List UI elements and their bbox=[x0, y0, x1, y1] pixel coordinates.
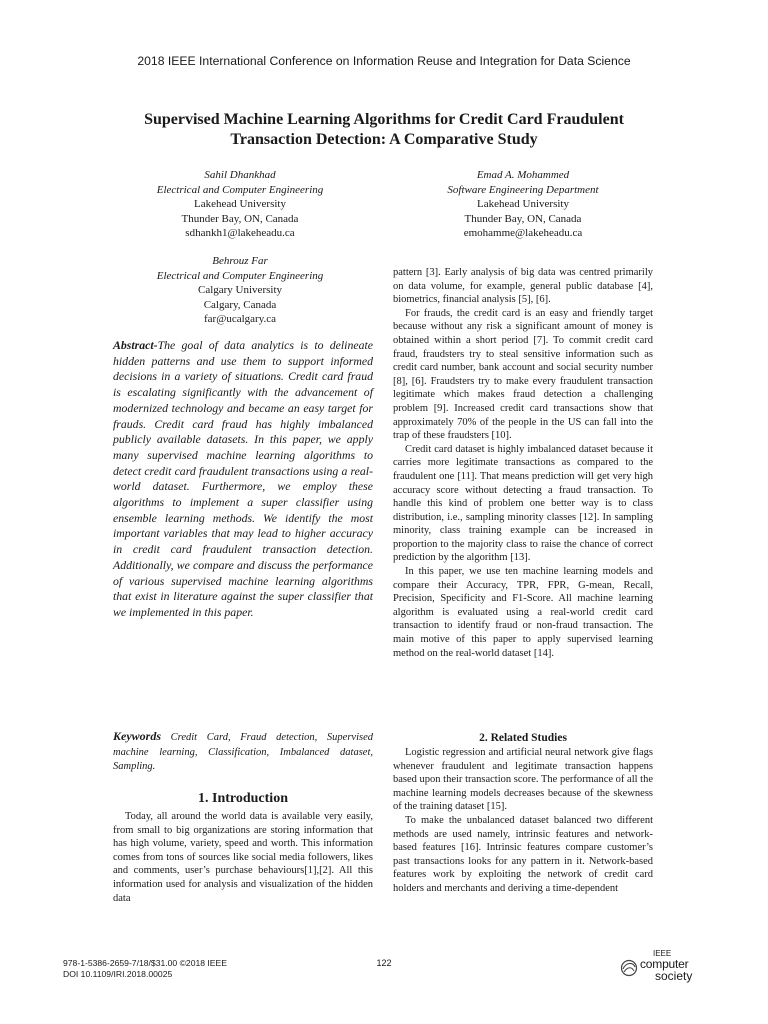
paragraph: Logistic regression and artificial neural network give flags whenever fraudulent and legitimate transaction happens based upon their transaction score. The performance of all the machine learning models decreases because of the skewness of the training dataset [15]. bbox=[393, 747, 653, 813]
footer-isbn: 978-1-5386-2659-7/18/$31.00 ©2018 IEEE bbox=[63, 958, 228, 968]
paragraph: To make the unbalanced dataset balanced two different methods are used namely, intrinsic features and network-based features [16]. Intrinsic features compare customer’s past transactions looks for any pattern in it. Network-based features work by exploiting the network of credit card holders and merchants and deriving a time-dependent bbox=[393, 814, 653, 894]
author-email: far@ucalgary.ca bbox=[203, 313, 276, 325]
paragraph: pattern [3]. Early analysis of big data was centred primarily on data volume, for example, general public database [4], biometrics, financial analysis [5], [6]. bbox=[393, 267, 653, 306]
introduction-body bbox=[113, 810, 373, 905]
author-university: Lakehead University bbox=[477, 198, 569, 210]
author-block-3 bbox=[110, 254, 370, 327]
keywords-label: Keywords bbox=[113, 729, 161, 743]
right-column-body bbox=[393, 266, 653, 660]
abstract bbox=[113, 338, 373, 621]
paragraph: Credit card dataset is highly imbalanced dataset because it carries more legitimate transactions as compared to the fraudulent one [11]. That means prediction will get very high accuracy score without detecting a fraud transaction. To handle this kind of problem one better way is to class distribution, i.e., sampling minority classes [12]. In sampling minority, class training example can be increased in proportion to the majority class to raise the chance of correct prediction by the algorithm [13]. bbox=[393, 443, 653, 564]
author-department: Electrical and Computer Engineering bbox=[156, 183, 324, 196]
author-name: Emad A. Mohammed bbox=[476, 169, 570, 181]
logo-computer-text: computer bbox=[640, 957, 689, 971]
related-studies-body bbox=[393, 746, 653, 896]
abstract-text: The goal of data analytics is to delineate hidden patterns and use them to support informed decisions in a variety of situations. Credit card fraud is escalating significantly with the advancement of modernized technology and became an easy target for frauds. Credit card fraud has highly imbalanced publicly available datasets. In this paper, we apply many supervised machine learning algorithms to detect credit card fraudulent transactions using a real-world dataset. Furthermore, we employ these algorithms to implement a super classifier using ensemble learning methods. We identify the most important variables that may lead to higher accuracy in credit card fraudulent transaction detection. Additionally, we compare and discuss the performance of various supervised machine learning algorithms that exist in literature against the super classifier that we implemented in this paper. bbox=[113, 338, 373, 619]
conference-header: 2018 IEEE International Conference on Information Reuse and Integration for Data Science bbox=[137, 54, 631, 68]
author-department: Electrical and Computer Engineering bbox=[156, 269, 324, 282]
paragraph: Today, all around the world data is available very easily, from small to big organizations are storing information that has high volume, variety, speed and worth. This information comes from tons of sources like social media followers, likes and comments, user’s purchase behaviours[1],[2]. All this information used for analysis and visualization of the hidden data bbox=[113, 811, 373, 904]
author-university: Lakehead University bbox=[194, 198, 286, 210]
title-line-2: Transaction Detection: A Comparative Study bbox=[230, 131, 538, 148]
paragraph: For frauds, the credit card is an easy and friendly target because without any risk a significant amount of money is obtained within a short period [7]. To commit credit card fraud, fraudsters try to steal sensitive information such as credit card number, bank account and social security number [8], [6]. Fraudsters try to make every fraudulent transaction legitimate which makes fraud detection a challenging problem [9]. Increased credit card transactions show that approximately 70% of the people in the US can fall into the trap of these fraudsters [10]. bbox=[393, 307, 653, 442]
author-name: Sahil Dhankhad bbox=[204, 169, 276, 181]
author-location: Thunder Bay, ON, Canada bbox=[464, 212, 582, 225]
section-heading-related-studies: 2. Related Studies bbox=[479, 732, 567, 744]
paper-title bbox=[60, 110, 708, 150]
logo-ieee-text: IEEE bbox=[653, 949, 672, 958]
author-block-2 bbox=[393, 168, 653, 241]
author-location: Thunder Bay, ON, Canada bbox=[181, 212, 299, 225]
title-line-1: Supervised Machine Learning Algorithms for Credit Card Fraudulent bbox=[144, 111, 624, 128]
keywords bbox=[113, 729, 373, 775]
ieee-computer-society-logo bbox=[620, 949, 710, 987]
author-department: Software Engineering Department bbox=[447, 183, 599, 196]
paragraph: In this paper, we use ten machine learning models and compare their Accuracy, TPR, FPR, G-mean, Recall, Precision, Specificity and F1-Score. All machine learning algorithm is evaluated using a real-world credit card transaction to identify fraud or non-fraud transaction. The main motive of this paper to apply supervised learning method on the real-world dataset [14]. bbox=[393, 566, 653, 659]
author-email: emohamme@lakeheadu.ca bbox=[463, 227, 583, 239]
logo-society-text: society bbox=[655, 969, 693, 983]
footer-doi: DOI 10.1109/IRI.2018.00025 bbox=[63, 969, 173, 979]
author-name: Behrouz Far bbox=[212, 255, 268, 267]
author-location: Calgary, Canada bbox=[203, 298, 277, 311]
section-heading-introduction: 1. Introduction bbox=[198, 791, 288, 806]
author-block-1 bbox=[110, 168, 370, 241]
keywords-text: Credit Card, Fraud detection, Supervised machine learning, Classification, Imbalanced dataset, Sampling. bbox=[113, 732, 373, 772]
footer-copyright bbox=[63, 958, 227, 980]
ieee-swirl-icon bbox=[620, 959, 638, 977]
abstract-label: Abstract- bbox=[113, 338, 158, 352]
page-number: 122 bbox=[376, 958, 392, 968]
author-university: Calgary University bbox=[197, 284, 282, 296]
author-email: sdhankh1@lakeheadu.ca bbox=[185, 227, 295, 239]
